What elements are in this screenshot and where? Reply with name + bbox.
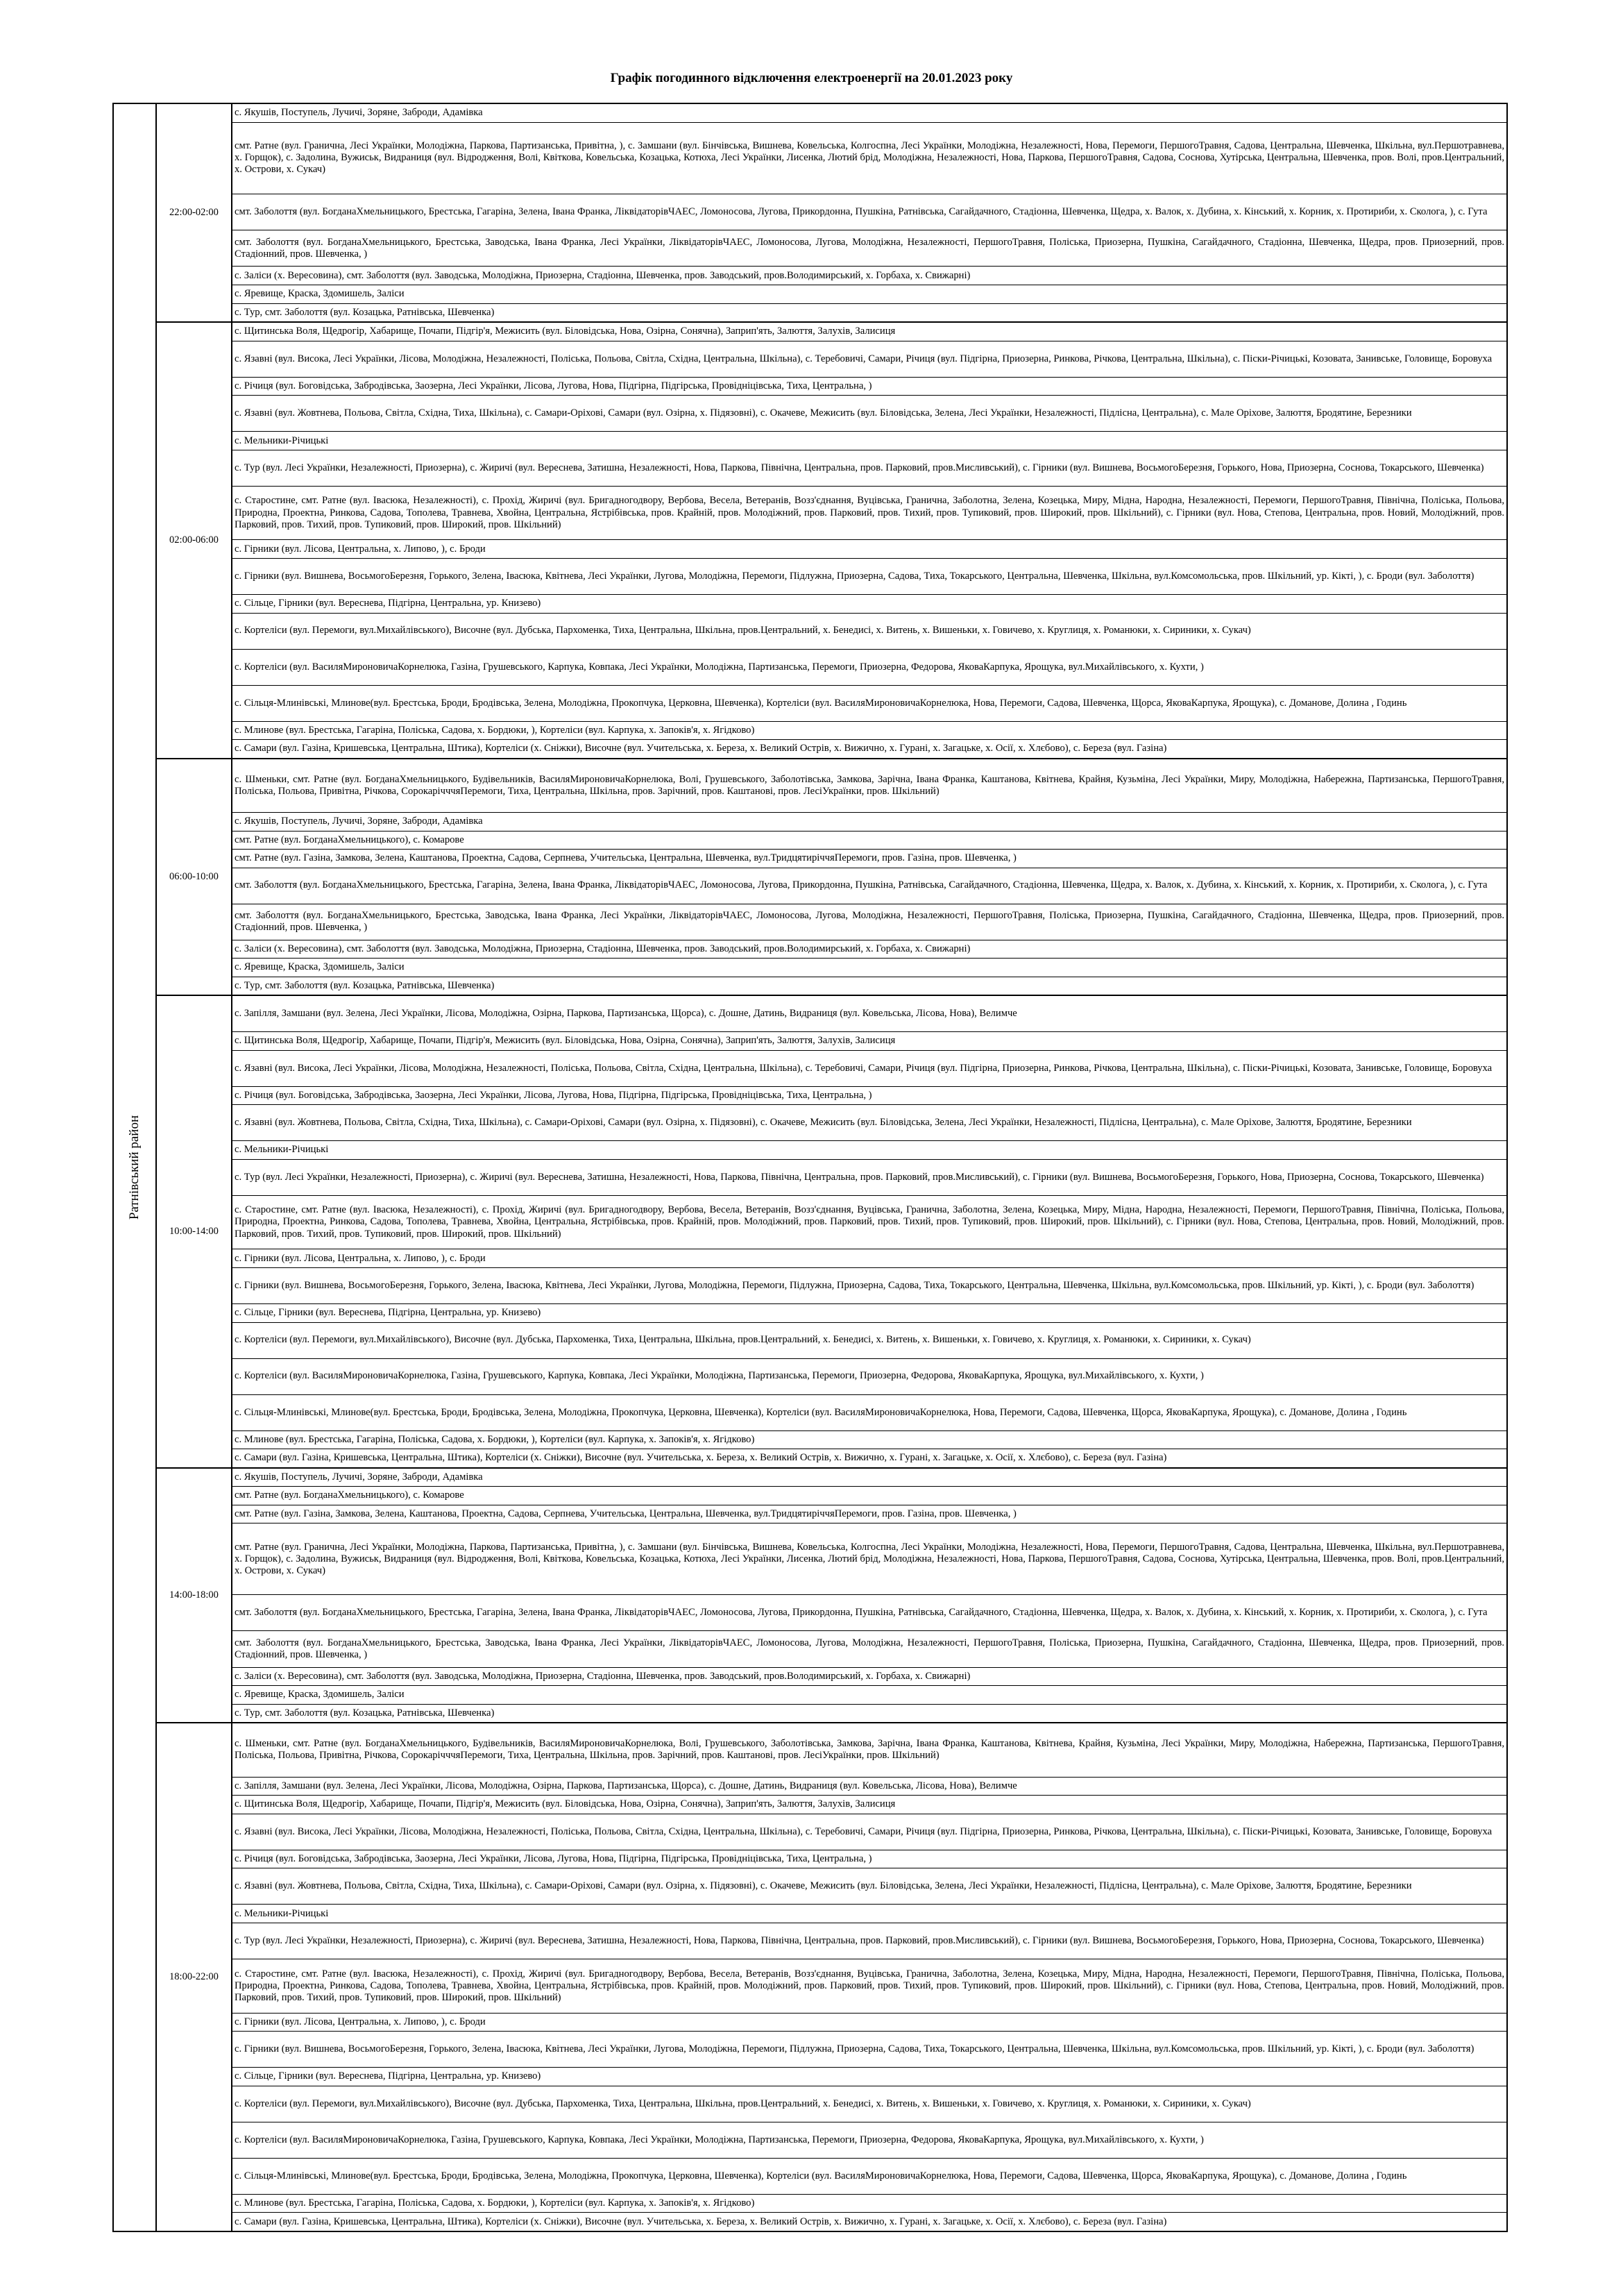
settlement-row: с. Кортеліси (вул. Перемоги, вул.Михайлівського), Височне (вул. Дубська, Пархоменка, Тиха, Центральна, Шкільна, пров.Центральний, х. Бенедисі, х. Витень, х. Вишеньки, х. Говичево, х. Круглиця, х. Романюки, х. Сириники, х. Сукач) (232, 1323, 1506, 1359)
page-title: Графік погодинного відключення електроенергії на 20.01.2023 року (610, 71, 1013, 85)
settlement-row: смт. Ратне (вул. Гранична, Лесі Українки, Молодіжна, Паркова, Партизанська, Привітна, ), с. Замшани (вул. Бінчівська, Вишнева, Ковельська, Колгоспна, Лесі Українки, Молодіжна, Незалежності, Нова, Перемоги, ПершогоТравня, Садова, Центральна, Шевченка, Шкільна, вул.Першотравнева, х. Горщок), с. Задолина, Вужиськ, Видраниця (вул. Відродження, Волі, Квіткова, Ковельська, Козацька, Котюха, Лесі Українки, Лисенка, Лютий брід, Молодіжна, Незалежності, Нова, Паркова, ПершогоТравня, Садова, Соснова, Хутірська, Центральна, Шевченка, пров. Волі, пров.Центральний, х. Острови, х. Сукач) (232, 123, 1506, 194)
time-slot: 22:00-02:00 (157, 104, 232, 321)
settlement-row: с. Щитинська Воля, Щедрогір, Хабарище, Почапи, Підгір'я, Межисить (вул. Біловідська, Нова, Озірна, Сонячна), Заприп'ять, Залюття, Залухів, Залисиця (232, 1032, 1506, 1051)
settlement-row: с. Яревище, Краска, Здомишель, Заліси (232, 959, 1506, 977)
settlement-row: с. Гірники (вул. Лісова, Центральна, х. Липово, ), с. Броди (232, 2014, 1506, 2032)
settlement-row: с. Язавні (вул. Жовтнева, Польова, Світла, Східна, Тиха, Шкільна), с. Самари-Оріхові, Самари (вул. Озірна, х. Підязовні), с. Окачеве, Межисить (вул. Біловідська, Зелена, Лесі Українки, Незалежності, Підлісна, Центральна), с. Мале Оріхове, Залюття, Бродятине, Березники (232, 1105, 1506, 1141)
settlement-row: с. Самари (вул. Газіна, Кришевська, Центральна, Штика), Кортеліси (х. Сніжки), Височне (вул. Учительська, х. Береза, х. Великий Острів, х. Вижично, х. Гурані, х. Загацьке, х. Осії, х. Хлєбово), с. Береза (вул. Газіна) (235, 1452, 1167, 1464)
settlement-row: смт. Ратне (вул. Газіна, Замкова, Зелена, Каштанова, Проектна, Садова, Серпнева, Учительська, Центральна, Шевченка, вул.ТридцятиріччяПеремоги, пров. Газіна, пров. Шевченка, ) (232, 1505, 1506, 1524)
settlement-row: с. Сільця-Млинівські, Млинове(вул. Брестська, Броди, Бродівська, Зелена, Молодіжна, Прокопчука, Церковна, Шевченка), Кортеліси (вул. ВасиляМироновичаКорнелюка, Нова, Перемоги, Садова, Шевченка, Щорса, ЯковаКарпука, Ярощука), с. Доманове, Долина , Годинь (232, 1395, 1506, 1431)
district-cell (114, 104, 157, 2231)
settlement-list (232, 1723, 1506, 2231)
settlement-row: смт. Ратне (вул. Газіна, Замкова, Зелена, Каштанова, Проектна, Садова, Серпнева, Учительська, Центральна, Шевченка, вул.ТридцятиріччяПеремоги, пров. Газіна, пров. Шевченка, ) (232, 850, 1506, 868)
settlement-list (232, 996, 1506, 1467)
settlement-row: с. Тур, смт. Заболоття (вул. Козацька, Ратнівська, Шевченка) (235, 979, 495, 991)
settlement-row: с. Самари (вул. Газіна, Кришевська, Центральна, Штика), Кортеліси (х. Сніжки), Височне (вул. Учительська, х. Береза, х. Великий Острів, х. Вижично, х. Гурані, х. Загацьке, х. Осії, х. Хлєбово), с. Береза (вул. Газіна) (235, 743, 1167, 754)
settlement-row: с. Старостине, смт. Ратне (вул. Івасюка, Незалежності), с. Прохід, Жиричі (вул. Бригадногодвору, Вербова, Весела, Ветеранів, Возз'єднання, Вуцівська, Гранична, Заболотна, Зелена, Козецька, Миру, Мідна, Народна, Незалежності, Перемоги, ПершогоТравня, Північна, Поліська, Польова, Природна, Проектна, Ринкова, Садова, Тополева, Травнева, Хвойна, Центральна, Ястрібівська, пров. Крайній, пров. Молодіжний, пров. Парковий, пров. Тихий, пров. Тупиковий, пров. Широкий, пров. Шкільний), с. Гірники (вул. Нова, Степова, Центральна, пров. Новий, Молодіжний, пров. Парковий, пров. Тихий, пров. Тупиковий, пров. Широкий, пров. Шкільний) (232, 1959, 1506, 2014)
time-block (157, 323, 1506, 759)
settlement-row: с. Гірники (вул. Вишнева, ВосьмогоБерезня, Горького, Зелена, Івасюка, Квітнева, Лесі Українки, Лугова, Молодіжна, Перемоги, Підлужна, Приозерна, Садова, Тиха, Токарського, Центральна, Шевченка, Шкільна, вул.Комсомольська, пров. Шкільний, ур. Кікті, ), с. Броди (вул. Заболоття) (232, 559, 1506, 595)
settlement-row: с. Сільця-Млинівські, Млинове(вул. Брестська, Броди, Бродівська, Зелена, Молодіжна, Прокопчука, Церковна, Шевченка), Кортеліси (вул. ВасиляМироновичаКорнелюка, Нова, Перемоги, Садова, Шевченка, Щорса, ЯковаКарпука, Ярощука), с. Доманове, Долина , Годинь (232, 686, 1506, 722)
settlement-row: с. Кортеліси (вул. ВасиляМироновичаКорнелюка, Газіна, Грушевського, Карпука, Ковпака, Лесі Українки, Молодіжна, Партизанська, Перемоги, Приозерна, Федорова, ЯковаКарпука, Ярощука, вул.Михайлівського, х. Кухти, ) (232, 650, 1506, 686)
settlement-row: с. Якушів, Поступель, Лучичі, Зоряне, Заброди, Адамівка (232, 104, 1506, 123)
settlement-row: с. Самари (вул. Газіна, Кришевська, Центральна, Штика), Кортеліси (х. Сніжки), Височне (вул. Учительська, х. Береза, х. Великий Острів, х. Вижично, х. Гурані, х. Загацьке, х. Осії, х. Хлєбово), с. Береза (вул. Газіна) (235, 2215, 1167, 2227)
settlement-row: с. Заліси (х. Вересовина), смт. Заболоття (вул. Заводська, Молодіжна, Приозерна, Стадіонна, Шевченка, пров. Заводський, пров.Володимирський, х. Горбаха, х. Свижарні) (232, 267, 1506, 285)
settlement-row: с. Тур, смт. Заболоття (вул. Козацька, Ратнівська, Шевченка) (235, 1707, 495, 1719)
time-block (157, 1723, 1506, 2231)
settlement-row: смт. Заболоття (вул. БогданаХмельницького, Брестська, Заводська, Івана Франка, Лесі Українки, ЛіквідаторівЧАЕС, Ломоносова, Лугова, Молодіжна, Незалежності, ПершогоТравня, Поліська, Приозерна, Пушкіна, Сагайдачного, Стадіонна, Шевченка, Щедра, пров. Приозерний, пров. Стадіонний, пров. Шевченка, ) (232, 230, 1506, 267)
settlement-row: с. Кортеліси (вул. ВасиляМироновичаКорнелюка, Газіна, Грушевського, Карпука, Ковпака, Лесі Українки, Молодіжна, Партизанська, Перемоги, Приозерна, Федорова, ЯковаКарпука, Ярощука, вул.Михайлівського, х. Кухти, ) (232, 1359, 1506, 1395)
time-block (157, 759, 1506, 996)
settlement-row: смт. Заболоття (вул. БогданаХмельницького, Брестська, Гагаріна, Зелена, Івана Франка, ЛіквідаторівЧАЕС, Ломоносова, Лугова, Прикордонна, Пушкіна, Ратнівська, Сагайдачного, Стадіонна, Шевченка, Щедра, х. Валок, х. Дубина, х. Кінський, х. Корник, х. Протириби, х. Скологa, ), с. Гута (232, 1595, 1506, 1631)
settlement-row: с. Язавні (вул. Жовтнева, Польова, Світла, Східна, Тиха, Шкільна), с. Самари-Оріхові, Самари (вул. Озірна, х. Підязовні), с. Окачеве, Межисить (вул. Біловідська, Зелена, Лесі Українки, Незалежності, Підлісна, Центральна), с. Мале Оріхове, Залюття, Бродятине, Березники (232, 396, 1506, 432)
settlement-row: смт. Ратне (вул. Гранична, Лесі Українки, Молодіжна, Паркова, Партизанська, Привітна, ), с. Замшани (вул. Бінчівська, Вишнева, Ковельська, Колгоспна, Лесі Українки, Молодіжна, Незалежності, Нова, Перемоги, ПершогоТравня, Садова, Центральна, Шевченка, Шкільна, вул.Першотравнева, х. Горщок), с. Задолина, Вужиськ, Видраниця (вул. Відродження, Волі, Квіткова, Ковельська, Козацька, Котюха, Лесі Українки, Лисенка, Лютий брід, Молодіжна, Незалежності, Нова, Паркова, ПершогоТравня, Садова, Соснова, Хутірська, Центральна, Шевченка, пров. Волі, пров.Центральний, х. Острови, х. Сукач) (232, 1523, 1506, 1595)
settlement-row: с. Якушів, Поступель, Лучичі, Зоряне, Заброди, Адамівка (232, 813, 1506, 831)
settlement-row: с. Старостине, смт. Ратне (вул. Івасюка, Незалежності), с. Прохід, Жиричі (вул. Бригадногодвору, Вербова, Весела, Ветеранів, Возз'єднання, Вуцівська, Гранична, Заболотна, Зелена, Козецька, Миру, Мідна, Народна, Незалежності, Перемоги, ПершогоТравня, Північна, Поліська, Польова, Природна, Проектна, Ринкова, Садова, Тополева, Травнева, Хвойна, Центральна, Ястрібівська, пров. Крайній, пров. Молодіжний, пров. Парковий, пров. Тихий, пров. Тупиковий, пров. Широкий, пров. Шкільний), с. Гірники (вул. Нова, Степова, Центральна, пров. Новий, Молодіжний, пров. Парковий, пров. Тихий, пров. Тупиковий, пров. Широкий, пров. Шкільний) (232, 487, 1506, 541)
settlement-row: с. Гірники (вул. Лісова, Центральна, х. Липово, ), с. Броди (232, 1249, 1506, 1268)
settlement-row: с. Гірники (вул. Вишнева, ВосьмогоБерезня, Горького, Зелена, Івасюка, Квітнева, Лесі Українки, Лугова, Молодіжна, Перемоги, Підлужна, Приозерна, Садова, Тиха, Токарського, Центральна, Шевченка, Шкільна, вул.Комсомольська, пров. Шкільний, ур. Кікті, ), с. Броди (вул. Заболоття) (232, 2032, 1506, 2068)
settlement-row: с. Сільце, Гірники (вул. Вереснева, Підгірна, Центральна, ур. Книзево) (232, 1304, 1506, 1323)
settlement-row: с. Яревище, Краска, Здомишель, Заліси (232, 1686, 1506, 1705)
settlement-row: с. Шменьки, смт. Ратне (вул. БогданаХмельницького, Будівельників, ВасиляМироновичаКорнелюка, Волі, Грушевського, Заболотівська, Замкова, Зарічна, Івана Франка, Каштанова, Квітнева, Крайня, Кузьміна, Лесі Українки, Миру, Молодіжна, Набережна, Партизанська, ПершогоТравня, Поліська, Польова, Привітна, Річкова, СорокарічччяПеремоги, Тиха, Центральна, Шкільна, пров. Зарічний, пров. Каштанові, пров. ЛесіУкраїнки, пров. Шкільний) (232, 759, 1506, 813)
settlement-row: с. Річиця (вул. Боговідська, Забродівська, Заозерна, Лесі Українки, Лісова, Лугова, Нова, Підгірна, Підгірська, Провідніцівська, Тиха, Центральна, ) (232, 1087, 1506, 1106)
settlement-row: смт. Заболоття (вул. БогданаХмельницького, Брестська, Заводська, Івана Франка, Лесі Українки, ЛіквідаторівЧАЕС, Ломоносова, Лугова, Молодіжна, Незалежності, ПершогоТравня, Поліська, Приозерна, Пушкіна, Сагайдачного, Стадіонна, Шевченка, Щедра, пров. Приозерний, пров. Стадіонний, пров. Шевченка, ) (232, 1631, 1506, 1667)
settlement-row: с. Якушів, Поступель, Лучичі, Зоряне, Заброди, Адамівка (232, 1469, 1506, 1487)
time-slot: 02:00-06:00 (157, 323, 232, 757)
settlement-row: с. Гірники (вул. Лісова, Центральна, х. Липово, ), с. Броди (232, 540, 1506, 559)
settlement-row: с. Тур (вул. Лесі Українки, Незалежності, Приозерна), с. Жиричі (вул. Вереснева, Затишна, Незалежності, Нова, Паркова, Північна, Центральна, пров. Парковий, пров.Мисливський), с. Гірники (вул. Вишнева, ВосьмогоБерезня, Горького, Нова, Приозерна, Соснова, Токарського, Шевченка) (232, 1160, 1506, 1196)
settlement-row: с. Мельники-Річицькі (232, 432, 1506, 450)
settlement-row: с. Сільце, Гірники (вул. Вереснева, Підгірна, Центральна, ур. Книзево) (232, 595, 1506, 614)
settlement-row: смт. Заболоття (вул. БогданаХмельницького, Брестська, Гагаріна, Зелена, Івана Франка, ЛіквідаторівЧАЕС, Ломоносова, Лугова, Прикордонна, Пушкіна, Ратнівська, Сагайдачного, Стадіонна, Шевченка, Щедра, х. Валок, х. Дубина, х. Кінський, х. Корник, х. Протириби, х. Сколога, ), с. Гута (232, 194, 1506, 230)
settlement-row: с. Кортеліси (вул. Перемоги, вул.Михайлівського), Височне (вул. Дубська, Пархоменка, Тиха, Центральна, Шкільна, пров.Центральний, х. Бенедисі, х. Витень, х. Вишеньки, х. Говичево, х. Круглиця, х. Романюки, х. Сириники, х. Сукач) (232, 2086, 1506, 2122)
settlement-row: с. Млинове (вул. Брестська, Гагаріна, Поліська, Садова, х. Бордюки, ), Кортеліси (вул. Карпука, х. Запоків'я, х. Ягідково) (232, 722, 1506, 741)
schedule-table (112, 103, 1508, 2232)
settlement-row: смт. Заболоття (вул. БогданаХмельницького, Брестська, Гагаріна, Зелена, Івана Франка, ЛіквідаторівЧАЕС, Ломоносова, Лугова, Прикордонна, Пушкіна, Ратнівська, Сагайдачного, Стадіонна, Шевченка, Щедра, х. Валок, х. Дубина, х. Кінський, х. Корник, х. Протириби, х. Скологa, ), с. Гута (232, 868, 1506, 904)
settlement-row: с. Мельники-Річицькі (232, 1905, 1506, 1923)
settlement-row: с. Запілля, Замшани (вул. Зелена, Лесі Українки, Лісова, Молодіжна, Озірна, Паркова, Партизанська, Щорса), с. Дошне, Датинь, Видраниця (вул. Ковельська, Лісова, Нова), Велимче (232, 1778, 1506, 1796)
settlement-row: с. Кортеліси (вул. ВасиляМироновичаКорнелюка, Газіна, Грушевського, Карпука, Ковпака, Лесі Українки, Молодіжна, Партизанська, Перемоги, Приозерна, Федорова, ЯковаКарпука, Ярощука, вул.Михайлівського, х. Кухти, ) (232, 2122, 1506, 2159)
settlement-row: с. Шменьки, смт. Ратне (вул. БогданаХмельницького, Будівельників, ВасиляМироновичаКорнелюка, Волі, Грушевського, Заболотівська, Замкова, Зарічна, Івана Франка, Каштанова, Квітнева, Крайня, Кузьміна, Лесі Українки, Миру, Молодіжна, Набережна, Партизанська, ПершогоТравня, Поліська, Польова, Привітна, Річкова, СорокарічччяПеремоги, Тиха, Центральна, Шкільна, пров. Зарічний, пров. Каштанові, пров. ЛесіУкраїнки, пров. Шкільний) (232, 1723, 1506, 1778)
settlement-row: с. Тур, смт. Заболоття (вул. Козацька, Ратнівська, Шевченка) (235, 306, 495, 318)
settlement-list (232, 104, 1506, 321)
settlement-list (232, 1469, 1506, 1722)
time-slot: 10:00-14:00 (157, 996, 232, 1467)
settlement-row: с. Старостине, смт. Ратне (вул. Івасюка, Незалежності), с. Прохід, Жиричі (вул. Бригадногодвору, Вербова, Весела, Ветеранів, Возз'єднання, Вуцівська, Гранична, Заболотна, Зелена, Козецька, Миру, Мідна, Народна, Незалежності, Перемоги, ПершогоТравня, Північна, Поліська, Польова, Природна, Проектна, Ринкова, Садова, Тополева, Травнева, Хвойна, Центральна, Ястрібівська, пров. Крайній, пров. Молодіжний, пров. Парковий, пров. Тихий, пров. Тупиковий, пров. Широкий, пров. Шкільний), с. Гірники (вул. Нова, Степова, Центральна, пров. Новий, Молодіжний, пров. Парковий, пров. Тихий, пров. Тупиковий, пров. Широкий, пров. Шкільний) (232, 1196, 1506, 1250)
settlement-list (232, 759, 1506, 995)
district-label: Ратнівський район (127, 1115, 142, 1220)
time-slot: 06:00-10:00 (157, 759, 232, 995)
settlement-row: с. Млинове (вул. Брестська, Гагаріна, Поліська, Садова, х. Бордюки, ), Кортеліси (вул. Карпука, х. Запоків'я, х. Ягідково) (232, 1431, 1506, 1450)
time-blocks (157, 104, 1506, 2231)
settlement-row: смт. Ратне (вул. БогданаХмельницького), с. Комарове (232, 832, 1506, 850)
settlement-row: смт. Ратне (вул. БогданаХмельницького), с. Комарове (232, 1487, 1506, 1505)
time-block (157, 996, 1506, 1469)
time-block (157, 104, 1506, 323)
settlement-row: с. Мельники-Річицькі (232, 1141, 1506, 1160)
settlement-row: с. Гірники (вул. Вишнева, ВосьмогоБерезня, Горького, Зелена, Івасюка, Квітнева, Лесі Українки, Лугова, Молодіжна, Перемоги, Підлужна, Приозерна, Садова, Тиха, Токарського, Центральна, Шевченка, Шкільна, вул.Комсомольська, пров. Шкільний, ур. Кікті, ), с. Броди (вул. Заболоття) (232, 1268, 1506, 1304)
settlement-row: с. Язавні (вул. Висока, Лесі Українки, Лісова, Молодіжна, Незалежності, Поліська, Польова, Світла, Східна, Центральна, Шкільна), с. Теребовичі, Самари, Річиця (вул. Підгірна, Приозерна, Ринкова, Річкова, Центральна, Шкільна), с. Піски-Річицькі, Козовата, Занивське, Головище, Боровуха (232, 1814, 1506, 1850)
time-slot: 18:00-22:00 (157, 1723, 232, 2231)
settlement-row: с. Сільця-Млинівські, Млинове(вул. Брестська, Броди, Бродівська, Зелена, Молодіжна, Прокопчука, Церковна, Шевченка), Кортеліси (вул. ВасиляМироновичаКорнелюка, Нова, Перемоги, Садова, Шевченка, Щорса, ЯковаКарпука, Ярощука), с. Доманове, Долина , Годинь (232, 2159, 1506, 2195)
settlement-row: с. Щитинська Воля, Щедрогір, Хабарище, Почапи, Підгір'я, Межисить (вул. Біловідська, Нова, Озірна, Сонячна), Заприп'ять, Залюття, Залухів, Залисиця (232, 323, 1506, 341)
settlement-row: с. Річиця (вул. Боговідська, Забродівська, Заозерна, Лесі Українки, Лісова, Лугова, Нова, Підгірна, Підгірська, Провідніцівська, Тиха, Центральна, ) (232, 378, 1506, 396)
settlement-row: с. Тур (вул. Лесі Українки, Незалежності, Приозерна), с. Жиричі (вул. Вереснева, Затишна, Незалежності, Нова, Паркова, Північна, Центральна, пров. Парковий, пров.Мисливський), с. Гірники (вул. Вишнева, ВосьмогоБерезня, Горького, Нова, Приозерна, Соснова, Токарського, Шевченка) (232, 1923, 1506, 1959)
settlement-row: с. Тур (вул. Лесі Українки, Незалежності, Приозерна), с. Жиричі (вул. Вереснева, Затишна, Незалежності, Нова, Паркова, Північна, Центральна, пров. Парковий, пров.Мисливський), с. Гірники (вул. Вишнева, ВосьмогоБерезня, Горького, Нова, Приозерна, Соснова, Токарського, Шевченка) (232, 450, 1506, 487)
time-slot: 14:00-18:00 (157, 1469, 232, 1722)
settlement-row: с. Щитинська Воля, Щедрогір, Хабарище, Почапи, Підгір'я, Межисить (вул. Біловідська, Нова, Озірна, Сонячна), Заприп'ять, Залюття, Залухів, Залисиця (232, 1796, 1506, 1814)
settlement-row: с. Заліси (х. Вересовина), смт. Заболоття (вул. Заводська, Молодіжна, Приозерна, Стадіонна, Шевченка, пров. Заводський, пров.Володимирський, х. Горбаха, х. Свижарні) (232, 1668, 1506, 1687)
time-block (157, 1469, 1506, 1723)
settlement-row: с. Язавні (вул. Висока, Лесі Українки, Лісова, Молодіжна, Незалежності, Поліська, Польова, Світла, Східна, Центральна, Шкільна), с. Теребовичі, Самари, Річиця (вул. Підгірна, Приозерна, Ринкова, Річкова, Центральна, Шкільна), с. Піски-Річицькі, Козовата, Занивське, Головище, Боровуха (232, 1051, 1506, 1087)
settlement-row: с. Язавні (вул. Висока, Лесі Українки, Лісова, Молодіжна, Незалежності, Поліська, Польова, Світла, Східна, Центральна, Шкільна), с. Теребовичі, Самари, Річиця (вул. Підгірна, Приозерна, Ринкова, Річкова, Центральна, Шкільна), с. Піски-Річицькі, Козовата, Занивське, Головище, Боровуха (232, 341, 1506, 378)
settlement-row: с. Кортеліси (вул. Перемоги, вул.Михайлівського), Височне (вул. Дубська, Пархоменка, Тиха, Центральна, Шкільна, пров.Центральний, х. Бенедисі, х. Витень, х. Вишеньки, х. Говичево, х. Круглиця, х. Романюки, х. Сириники, х. Сукач) (232, 614, 1506, 650)
settlement-list (232, 323, 1506, 757)
settlement-row: с. Млинове (вул. Брестська, Гагаріна, Поліська, Садова, х. Бордюки, ), Кортеліси (вул. Карпука, х. Запоків'я, х. Ягідково) (232, 2195, 1506, 2213)
settlement-row: с. Річиця (вул. Боговідська, Забродівська, Заозерна, Лесі Українки, Лісова, Лугова, Нова, Підгірна, Підгірська, Провідніцівська, Тиха, Центральна, ) (232, 1850, 1506, 1869)
settlement-row: с. Заліси (х. Вересовина), смт. Заболоття (вул. Заводська, Молодіжна, Приозерна, Стадіонна, Шевченка, пров. Заводський, пров.Володимирський, х. Горбаха, х. Свижарні) (232, 940, 1506, 959)
settlement-row: с. Яревище, Краска, Здомишель, Заліси (232, 285, 1506, 304)
settlement-row: с. Язавні (вул. Жовтнева, Польова, Світла, Східна, Тиха, Шкільна), с. Самари-Оріхові, Самари (вул. Озірна, х. Підязовні), с. Окачеве, Межисить (вул. Біловідська, Зелена, Лесі Українки, Незалежності, Підлісна, Центральна), с. Мале Оріхове, Залюття, Бродятине, Березники (232, 1868, 1506, 1905)
settlement-row: с. Сільце, Гірники (вул. Вереснева, Підгірна, Центральна, ур. Книзево) (232, 2068, 1506, 2086)
settlement-row: смт. Заболоття (вул. БогданаХмельницького, Брестська, Заводська, Івана Франка, Лесі Українки, ЛіквідаторівЧАЕС, Ломоносова, Лугова, Молодіжна, Незалежності, ПершогоТравня, Поліська, Приозерна, Пушкіна, Сагайдачного, Стадіонна, Шевченка, Щедра, пров. Приозерний, пров. Стадіонний, пров. Шевченка, ) (232, 904, 1506, 940)
settlement-row: с. Запілля, Замшани (вул. Зелена, Лесі Українки, Лісова, Молодіжна, Озірна, Паркова, Партизанська, Щорса), с. Дошне, Датинь, Видраниця (вул. Ковельська, Лісова, Нова), Велимче (232, 996, 1506, 1032)
